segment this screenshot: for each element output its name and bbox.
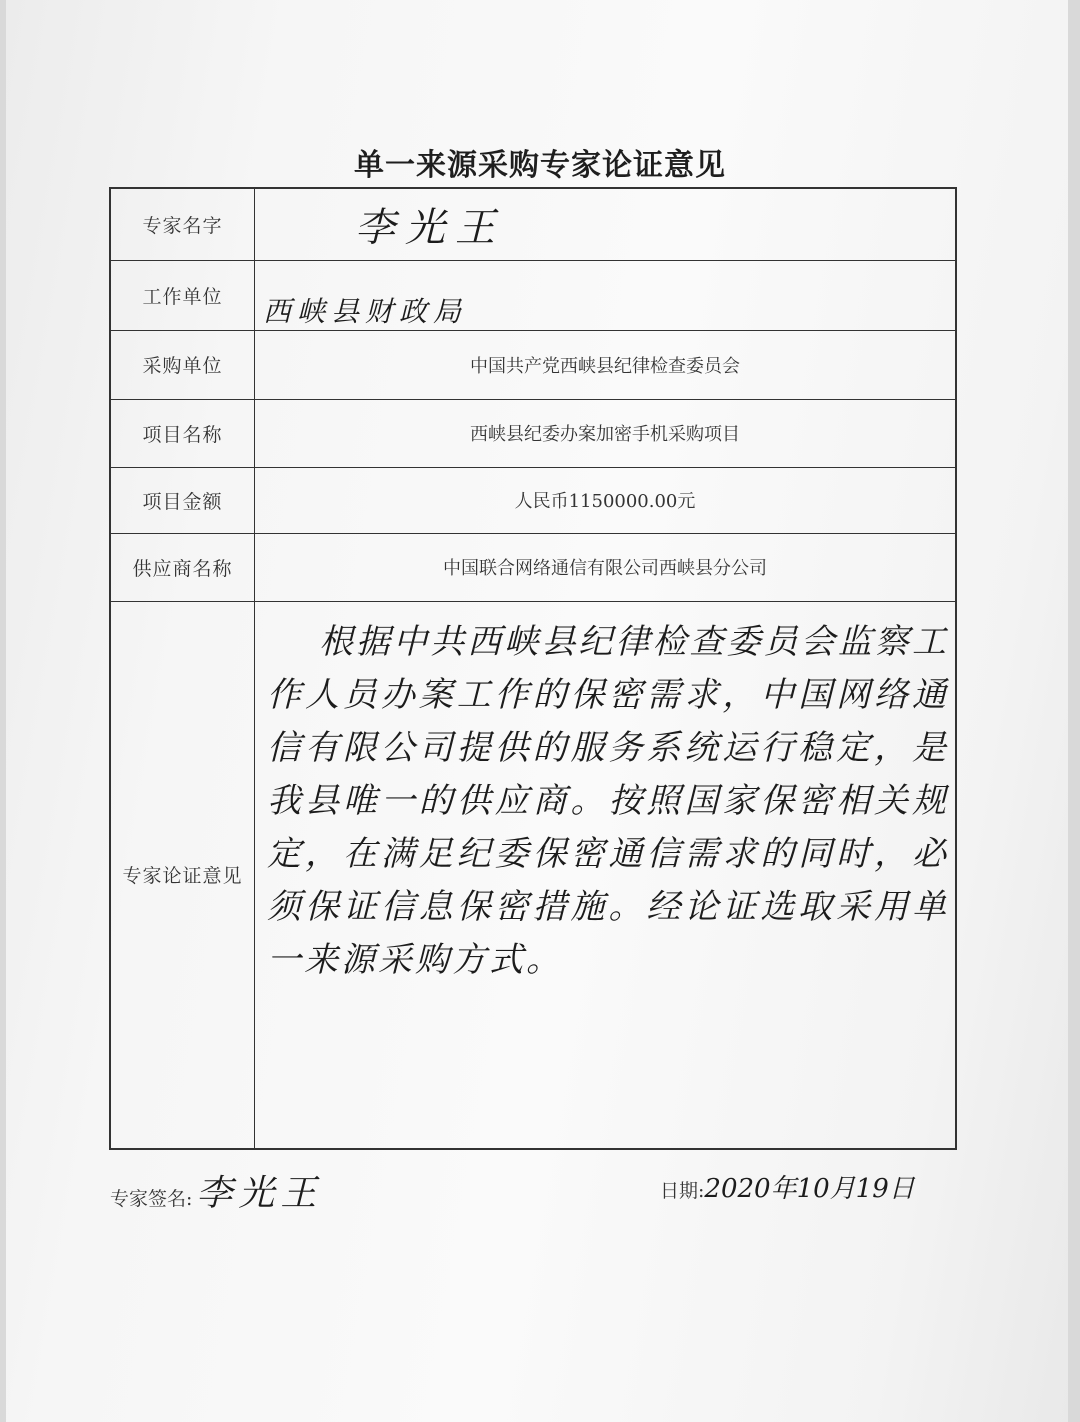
- purchaser-value: 中国共产党西峡县纪律检查委员会: [255, 330, 957, 399]
- expert-signature-line: [110, 1165, 322, 1216]
- project-name-value: 西峡县纪委办案加密手机采购项目: [255, 399, 957, 467]
- form-row-expert-name: [110, 188, 956, 260]
- form-row-purchaser: [110, 330, 956, 399]
- purchaser-label: 采购单位: [110, 330, 255, 399]
- project-name-label: 项目名称: [110, 399, 255, 467]
- work-unit-label: 工作单位: [110, 260, 255, 330]
- expert-opinion-form: [109, 187, 957, 1150]
- expert-opinion-handwritten: 根据中共西峡县纪律检查委员会监察工作人员办案工作的保密需求，中国网络通信有限公司提供的服务系统运行稳定，是我县唯一的供应商。按照国家保密相关规定，在满足纪委保密通信需求的同时，必须保证信息保密措施。经论证选取采用单一来源采购方式。: [267, 621, 949, 980]
- expert-opinion-cell: [255, 601, 957, 1149]
- signature-label: 专家签名:: [110, 1188, 193, 1210]
- form-row-expert-opinion: [110, 601, 956, 1149]
- form-row-project-amount: [110, 467, 956, 533]
- expert-name-label: 专家名字: [110, 188, 255, 260]
- form-row-project-name: [110, 399, 956, 467]
- date-handwritten: 2020年10月19日: [704, 1174, 915, 1204]
- form-row-work-unit: [110, 260, 956, 330]
- supplier-label: 供应商名称: [110, 533, 255, 601]
- date-line: [660, 1168, 915, 1205]
- form-row-supplier: [110, 533, 956, 601]
- work-unit-handwritten: 西峡县财政局: [255, 260, 957, 330]
- expert-signature: 李光王: [196, 1173, 323, 1214]
- project-amount-value: 人民币1150000.00元: [255, 467, 957, 533]
- date-label: 日期:: [660, 1180, 705, 1202]
- project-amount-label: 项目金额: [110, 467, 255, 533]
- expert-name-handwritten: 李光王: [255, 188, 957, 260]
- supplier-value: 中国联合网络通信有限公司西峡县分公司: [255, 533, 957, 601]
- document-title: 单一来源采购专家论证意见: [354, 148, 726, 183]
- expert-opinion-label: 专家论证意见: [110, 601, 255, 1149]
